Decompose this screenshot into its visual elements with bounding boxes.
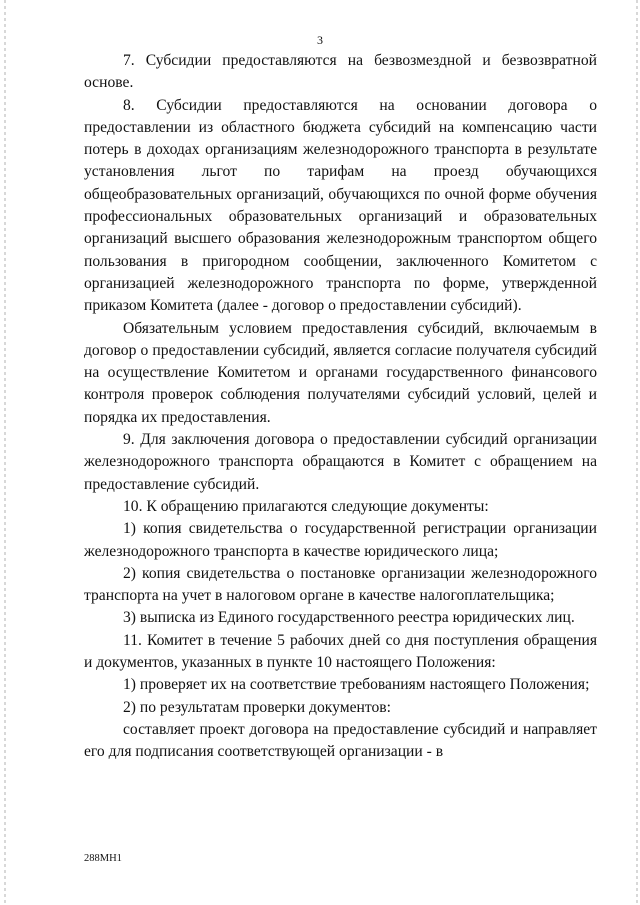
paragraph-item-10-1: 1) копия свидетельства о государственной регистрации организации железнодорожного транспорта в качестве юридического лица; bbox=[84, 520, 597, 560]
paragraph-item-10: 10. К обращению прилагаются следующие документы: bbox=[123, 497, 489, 515]
paragraph-item-11-2: 2) по результатам проверки документов: bbox=[123, 698, 391, 716]
paragraph-item-10-2: 2) копия свидетельства о постановке организации железнодорожного транспорта на учет в налоговом органе в качестве налогоплательщика; bbox=[84, 564, 597, 605]
document-code: 288MH1 bbox=[84, 853, 122, 864]
document-body bbox=[84, 50, 597, 764]
paragraph-item-9: 9. Для заключения договора о предоставлении субсидий организации железнодорожного транспорта обращаются в Комитет с обращением на предоставление субсидий. bbox=[84, 431, 597, 493]
paragraph-item-7: 7. Субсидии предоставляются на безвозмездной и безвозвратной основе. bbox=[84, 52, 597, 92]
paragraph-item-10-3: 3) выписка из Единого государственного реестра юридических лиц. bbox=[123, 609, 575, 627]
paragraph-item-11: 11. Комитет в течение 5 рабочих дней со дня поступления обращения и документов, указанных в пункте 10 настоящего Положения: bbox=[84, 631, 597, 672]
scan-left-edge bbox=[4, 0, 6, 905]
scan-right-edge bbox=[636, 0, 638, 905]
paragraph-mandatory-condition: Обязательным условием предоставления субсидий, включаемым в договор о предоставлении субсидий, является согласие получателя субсидий на осуществление Комитетом и органами государственного финансового контроля проверок соблюдения получателями субсидий условий, целей и порядка их предоставления. bbox=[84, 319, 597, 426]
paragraph-item-11-2-continued: составляет проект договора на предоставление субсидий и направляет его для подписания соответствующей организации - в bbox=[84, 720, 597, 761]
paragraph-item-11-1: 1) проверяет их на соответствие требованиям настоящего Положения; bbox=[123, 676, 590, 694]
page-number: 3 bbox=[317, 33, 323, 47]
paragraph-item-8: 8. Субсидии предоставляются на основании договора о предоставлении из областного бюджета субсидий на компенсацию части потерь в доходах организациям железнодорожного транспорта в результате установления льгот по тарифам на проезд обучающихся общеобразовательных организаций, обучающихся по очной форме обучения профессиональных образовательных организаций и образовательных организаций высшего образования железнодорожным транспортом общего пользования в пригородном сообщении, заключенного Комитетом с организацией железнодорожного транспорта по форме, утвержденной приказом Комитета (далее - договор о предоставлении субсидий). bbox=[84, 96, 597, 315]
